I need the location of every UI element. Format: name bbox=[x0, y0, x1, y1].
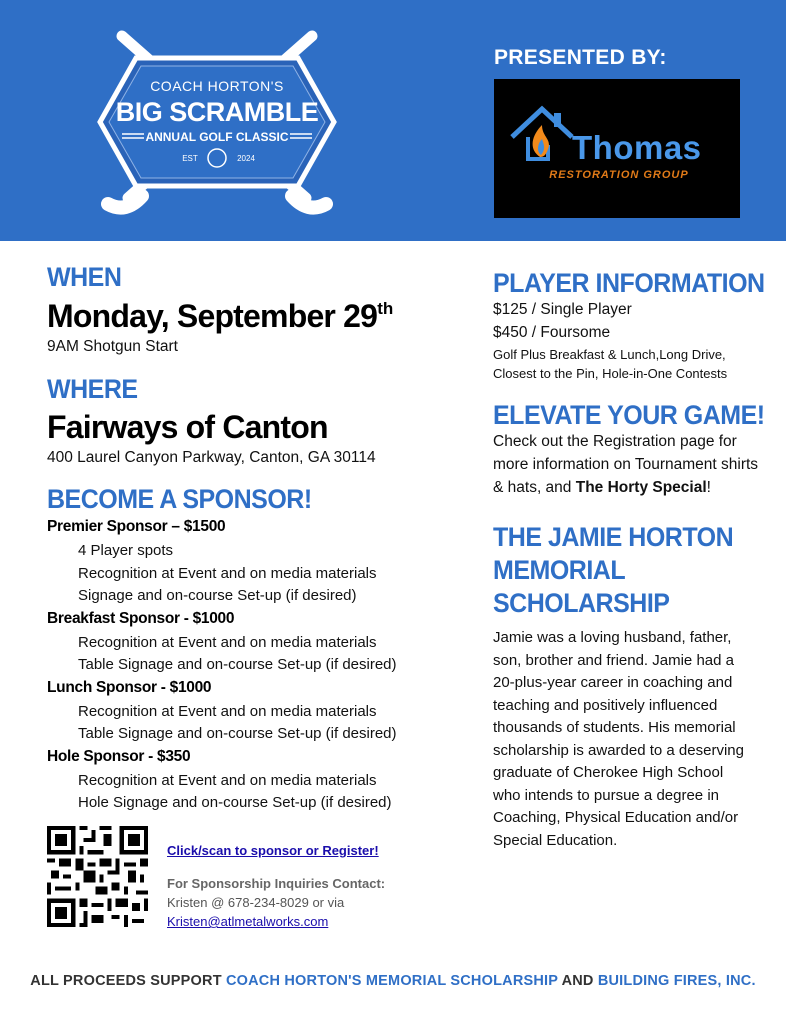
footer-proceeds: ALL PROCEEDS SUPPORT COACH HORTON'S MEMORIAL SCHOLARSHIP AND BUILDING FIRES, INC. bbox=[30, 973, 756, 989]
where-heading: WHERE bbox=[47, 374, 138, 405]
register-link[interactable]: Click/scan to sponsor or Register! bbox=[167, 843, 379, 858]
qr-code-icon[interactable] bbox=[47, 826, 148, 927]
tier-lunch-perk: Recognition at Event and on media materials bbox=[78, 703, 377, 720]
player-info-heading: PLAYER INFORMATION bbox=[493, 268, 765, 299]
tier-breakfast-title: Breakfast Sponsor - $1000 bbox=[47, 610, 235, 627]
tier-premier-title: Premier Sponsor – $1500 bbox=[47, 518, 226, 535]
venue-address: 400 Laurel Canyon Parkway, Canton, GA 30114 bbox=[47, 449, 376, 466]
date-suffix: th bbox=[377, 299, 394, 318]
elevate-heading: ELEVATE YOUR GAME! bbox=[493, 400, 765, 431]
sponsor-logo-tagline: RESTORATION GROUP bbox=[549, 169, 689, 181]
contact-line: Kristen @ 678-234-8029 or via bbox=[167, 895, 345, 910]
single-price: $125 / Single Player bbox=[493, 301, 632, 318]
includes-line-1: Golf Plus Breakfast & Lunch,Long Drive, bbox=[493, 347, 726, 362]
scholarship-heading-3: SCHOLARSHIP bbox=[493, 588, 670, 619]
when-heading: WHEN bbox=[47, 262, 122, 293]
event-date: Monday, September 29th bbox=[47, 298, 394, 334]
tier-breakfast-perk: Table Signage and on-course Set-up (if desired) bbox=[78, 656, 397, 673]
tier-lunch-perk: Table Signage and on-course Set-up (if desired) bbox=[78, 725, 397, 742]
elevate-line-3: & hats, and The Horty Special! bbox=[493, 479, 711, 496]
foursome-price: $450 / Foursome bbox=[493, 324, 611, 341]
tier-hole-perk: Recognition at Event and on media materials bbox=[78, 772, 377, 789]
logo-year: 2024 bbox=[237, 154, 255, 163]
logo-line1: COACH HORTON'S bbox=[150, 78, 284, 94]
sponsor-heading: BECOME A SPONSOR! bbox=[47, 484, 312, 515]
logo-line2: BIG SCRAMBLE bbox=[115, 97, 319, 127]
tier-premier-perk: 4 Player spots bbox=[78, 542, 174, 559]
scholarship-heading-1: THE JAMIE HORTON bbox=[493, 522, 734, 553]
horty-special: The Horty Special bbox=[575, 479, 707, 496]
contact-heading: For Sponsorship Inquiries Contact: bbox=[167, 876, 386, 891]
includes-line-2: Closest to the Pin, Hole-in-One Contests bbox=[493, 366, 728, 381]
contact-email-link[interactable]: Kristen@atlmetalworks.com bbox=[167, 914, 329, 929]
logo-line3: ANNUAL GOLF CLASSIC bbox=[145, 130, 289, 144]
elevate-line-2: more information on Tournament shirts bbox=[493, 456, 759, 473]
tier-premier-perk: Recognition at Event and on media materials bbox=[78, 565, 377, 582]
scholarship-heading-2: MEMORIAL bbox=[493, 555, 626, 586]
sponsor-logo-name: Thomas bbox=[572, 129, 702, 166]
presented-by-label: PRESENTED BY: bbox=[494, 46, 667, 69]
thomas-restoration-logo bbox=[494, 79, 740, 218]
tier-breakfast-perk: Recognition at Event and on media materials bbox=[78, 634, 377, 651]
tier-hole-perk: Hole Signage and on-course Set-up (if desired) bbox=[78, 794, 392, 811]
scholarship-body: Jamie was a loving husband, father, son, brother and friend. Jamie had a 20-plus-year career in coaching and teaching and positively influenced thousands of students. His memorial scholarship is awarded to a deserving graduate of Cherokee High School who intends to pursue a degree in Coaching, Physical Education and/or Special Education. bbox=[493, 629, 744, 849]
logo-est: EST bbox=[182, 154, 198, 163]
tier-hole-title: Hole Sponsor - $350 bbox=[47, 748, 191, 765]
venue-name: Fairways of Canton bbox=[47, 409, 328, 445]
tier-lunch-title: Lunch Sponsor - $1000 bbox=[47, 679, 212, 696]
elevate-line-1: Check out the Registration page for bbox=[493, 433, 737, 450]
big-scramble-logo bbox=[86, 28, 348, 216]
start-time: 9AM Shotgun Start bbox=[47, 338, 178, 355]
tier-premier-perk: Signage and on-course Set-up (if desired) bbox=[78, 587, 357, 604]
